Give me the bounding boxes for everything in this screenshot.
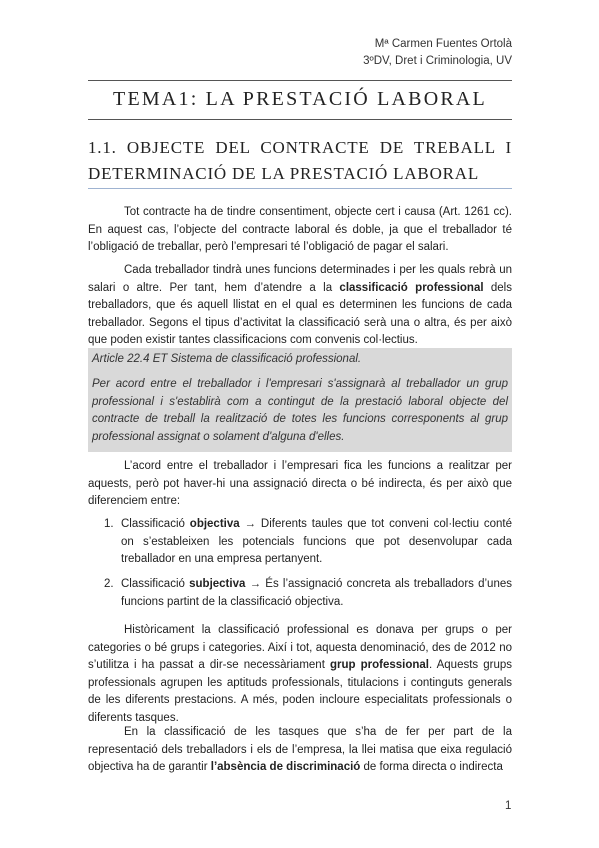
section-heading xyxy=(88,135,512,187)
paragraph-3-text: L’acord entre el treballador i l’empresari fica les funcions a realitzar per aquests, però pot haver-hi una assignació directa o bé indirecta, és per això que diferenciem entre: xyxy=(88,460,512,508)
paragraph-2-text-b: dels treballadors, que és aquell llistat en el qual es determinen les funcions de cada treballador. Segons el tipus d’activitat la classificació serà una o altra, és per això que poden existir tantes classificacions com convenis col·lectius. xyxy=(88,281,512,347)
paragraph-5-bold: l’absència de discriminació xyxy=(210,761,361,774)
list-text-b: → És l’assignació concreta als treballadors d’unes funcions partint de la classificació objectiva. xyxy=(121,578,512,608)
paragraph-2-bold: classificació professional xyxy=(339,281,484,294)
paragraph-2-text-a: Cada treballador tindrà unes funcions determinades i per les quals rebrà un salari o altre. Per tant, hem d’atendre a la xyxy=(88,264,512,294)
list-number: 1. xyxy=(104,518,114,530)
list-text-bold: objectiva xyxy=(189,518,240,530)
paragraph-5 xyxy=(88,724,512,777)
page-number: 1 xyxy=(505,800,512,812)
list-text-b: → Diferents taules que tot conveni col·lectiu conté on s’estableixen les potencials funcions que pot desenvolupar cada treballador en una empresa pertanyent. xyxy=(121,518,512,566)
paragraph-4-text-b: . Aquests grups professionals agrupen les aptituds professionals, titulacions i continguts generals de les diferents prestacions. A més, poden incloure especialitats professionals o diferents tasques. xyxy=(88,659,512,724)
header-course: 3ºDV, Dret i Criminologia, UV xyxy=(363,55,512,67)
paragraph-3 xyxy=(88,458,512,511)
list-text-bold: subjectiva xyxy=(189,578,246,590)
list-text-a: Classificació xyxy=(121,518,190,530)
page-header xyxy=(363,36,512,70)
quote-body: Per acord entre el treballador i l'empresari s'assignarà al treballador un grup professional i s'establirà com a contingut de la prestació laboral objecte del contracte de treball la realització de totes les funcions corresponents al grup professional assignat o solament d'alguna d'elles. xyxy=(92,378,508,443)
section-heading-rule xyxy=(88,188,512,189)
document-title: TEMA1: LA PRESTACIÓ LABORAL xyxy=(113,88,487,110)
list-text xyxy=(121,576,512,611)
paragraph-5-text-b: de forma directa o indirecta xyxy=(360,761,503,774)
list-text xyxy=(121,516,512,569)
paragraph-1-text: Tot contracte ha de tindre consentiment, objecte cert i causa (Art. 1261 cc). En aquest cas, l’objecte del contracte laboral és doble, ja que el treballador té l’obligació de treballar, però l’empresari té l’obligació de pagar el salari. xyxy=(88,206,512,254)
paragraph-1 xyxy=(88,204,512,257)
paragraph-4-bold: grup professional xyxy=(329,659,429,672)
list-number: 2. xyxy=(104,578,114,590)
title-bottom-rule xyxy=(88,119,512,120)
section-heading-line2: DETERMINACIÓ DE LA PRESTACIÓ LABORAL xyxy=(88,164,480,183)
header-author: Mª Carmen Fuentes Ortolà xyxy=(374,38,512,50)
list-text-a: Classificació xyxy=(121,578,190,590)
paragraph-2 xyxy=(88,262,512,350)
title-top-rule xyxy=(88,80,512,81)
paragraph-5-text-a: En la classificació de les tasques que s’ha de fer per part de la representació dels treballadors i els de l’empresa, la llei matisa que eixa regulació objectiva ha de garantir xyxy=(88,726,512,774)
paragraph-4-text-a: Històricament la classificació professional es donava per grups o per categories o bé grups i categories. Així i tot, aquesta denominació, des de 2012 no s’utilitza i ha passat a dir-se necessàriament xyxy=(88,624,512,672)
article-quote-box xyxy=(88,348,512,452)
paragraph-4 xyxy=(88,622,512,728)
quote-heading: Article 22.4 ET Sistema de classificació professional. xyxy=(92,353,362,365)
section-heading-line1: 1.1. OBJECTE DEL CONTRACTE DE TREBALL I xyxy=(88,138,512,157)
